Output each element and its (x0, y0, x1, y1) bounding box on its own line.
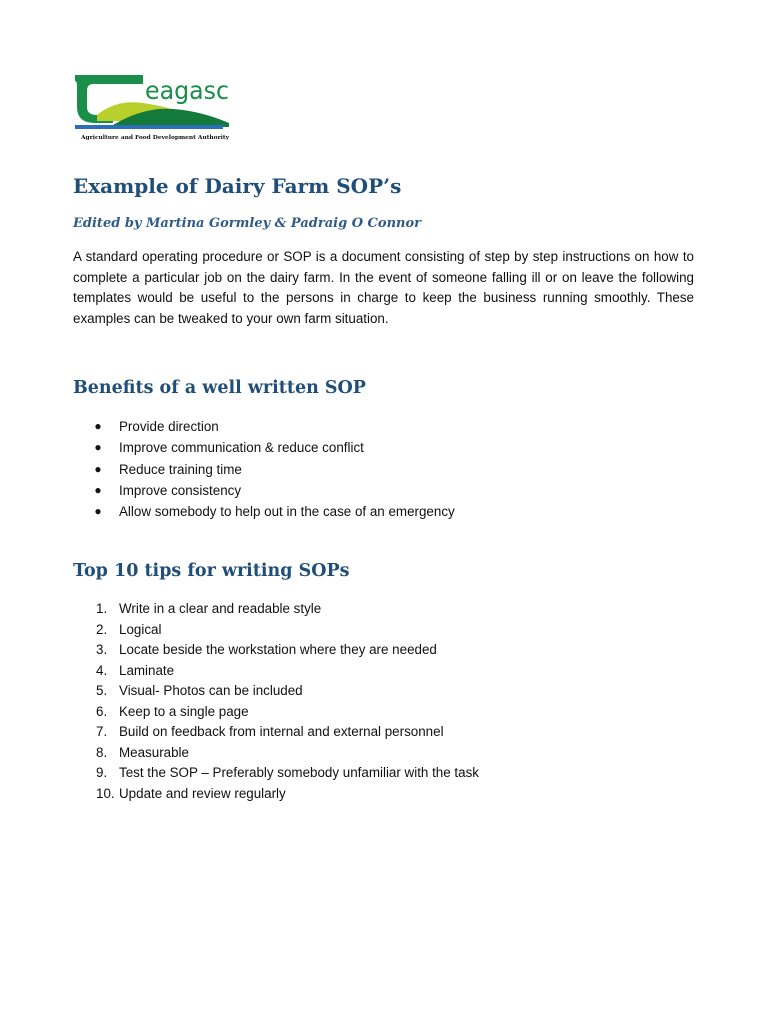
list-item-number: 2. (96, 621, 108, 637)
list-item-text: Visual- Photos can be included (119, 683, 303, 698)
list-item-number: 5. (96, 683, 108, 698)
list-item-number: 8. (96, 744, 108, 760)
intro-paragraph: A standard operating procedure or SOP is a document consisting of step by step instructions on how to complete a particular job on the dairy farm. In the event of someone falling ill or on leave the following templates would be useful to the persons in charge to keep the business running smoothly. These examples can be tweaked to your own farm situation. (73, 249, 694, 327)
list-item-number: 4. (96, 662, 108, 678)
list-item-number: 1. (96, 601, 108, 616)
list-item-text: Allow somebody to help out in the case of an emergency (119, 504, 455, 520)
benefits-heading: Benefits of a well written SOP (73, 378, 366, 398)
logo-wordmark: eagasc (145, 76, 229, 105)
list-item-text: Improve consistency (119, 482, 242, 498)
list-item-text: Improve communication & reduce conflict (119, 440, 364, 456)
tips-heading: Top 10 tips for writing SOPs (73, 561, 350, 581)
bullet-icon: ● (94, 504, 102, 519)
document-title: Example of Dairy Farm SOP’s (73, 174, 402, 198)
teagasc-logo (73, 69, 231, 143)
list-item-text: Measurable (119, 744, 189, 760)
bullet-icon: ● (94, 440, 102, 455)
list-item-text: Logical (119, 621, 162, 637)
list-item-text: Reduce training time (119, 461, 242, 477)
list-item-text: Write in a clear and readable style (119, 601, 322, 616)
list-item-text: Build on feedback from internal and external personnel (119, 724, 444, 739)
bullet-icon: ● (94, 419, 102, 433)
list-item-text: Update and review regularly (119, 785, 286, 801)
list-item-number: 10. (96, 785, 115, 801)
list-item-text: Locate beside the workstation where they are needed (119, 642, 437, 657)
bullet-icon: ● (94, 482, 102, 497)
list-item-text: Provide direction (119, 419, 219, 434)
logo-blue-stripe (75, 125, 223, 129)
list-item-number: 3. (96, 642, 108, 657)
logo-tagline: Agriculture and Food Development Authority (79, 135, 230, 141)
list-item-number: 7. (96, 724, 108, 739)
list-item-number: 6. (96, 703, 108, 719)
list-item-number: 9. (96, 765, 108, 780)
bullet-icon: ● (94, 461, 102, 476)
document-subtitle: Edited by Martina Gormley & Padraig O Connor (73, 216, 421, 231)
list-item-text: Keep to a single page (119, 703, 249, 719)
list-item-text: Test the SOP – Preferably somebody unfamiliar with the task (119, 765, 479, 780)
list-item-text: Laminate (119, 662, 175, 678)
